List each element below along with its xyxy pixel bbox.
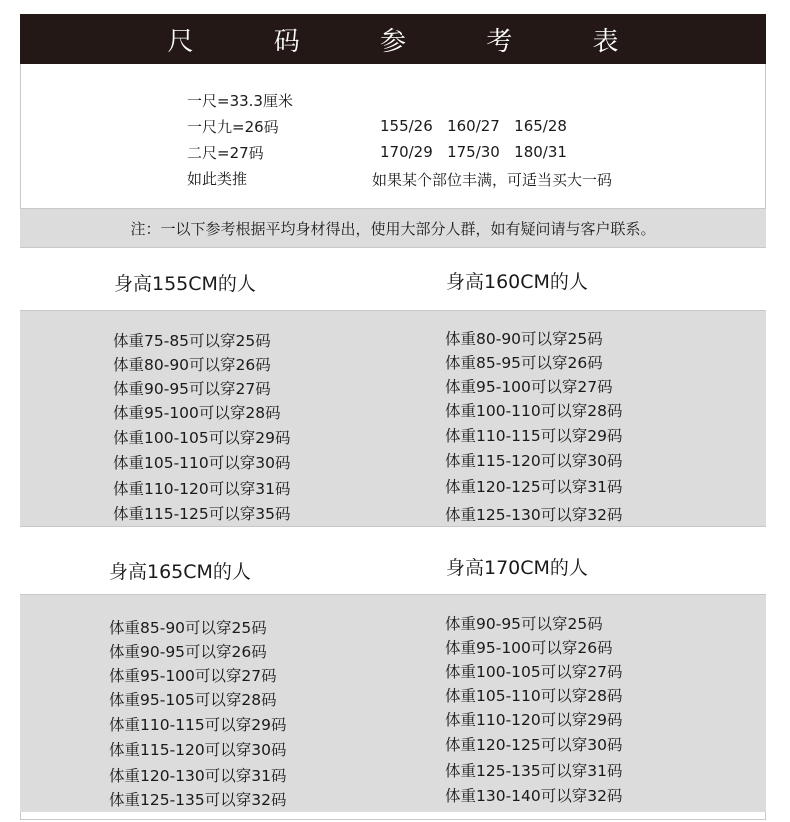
intro-right-line: 155/26 160/27 165/28 [380, 117, 567, 135]
note-banner [20, 208, 766, 248]
intro-left-line: 一尺=33.3厘米 [187, 92, 293, 110]
weight-size-item: 体重95-100可以穿28码 [113, 404, 281, 422]
weight-size-item: 体重125-135可以穿32码 [109, 791, 287, 809]
weight-size-item: 体重75-85可以穿25码 [113, 332, 271, 350]
weight-size-item: 体重85-90可以穿25码 [109, 619, 267, 637]
note-text: 注：一以下参考根据平均身材得出，使用大部分人群，如有疑问请与客户联系。 [130, 219, 656, 238]
weight-size-item: 体重125-130可以穿32码 [445, 506, 623, 524]
weight-size-item: 体重110-115可以穿29码 [445, 427, 623, 445]
weight-size-item: 体重100-110可以穿28码 [445, 402, 623, 420]
intro-right-line: 170/29 175/30 180/31 [380, 143, 567, 161]
weight-size-item: 体重115-120可以穿30码 [109, 741, 287, 759]
weight-size-item: 体重90-95可以穿25码 [445, 615, 603, 633]
weight-size-item: 体重125-135可以穿31码 [445, 762, 623, 780]
weight-size-item: 体重100-105可以穿27码 [445, 663, 623, 681]
weight-size-item: 体重120-125可以穿31码 [445, 478, 623, 496]
weight-size-block [20, 310, 766, 526]
weight-size-item: 体重110-120可以穿29码 [445, 711, 623, 729]
weight-size-item: 体重90-95可以穿26码 [109, 643, 267, 661]
weight-size-item: 体重105-110可以穿28码 [445, 687, 623, 705]
intro-left-line: 如此类推 [187, 170, 248, 188]
weight-size-item: 体重80-90可以穿26码 [113, 356, 271, 374]
weight-size-item: 体重115-125可以穿35码 [113, 505, 291, 523]
weight-size-item: 体重110-120可以穿31码 [113, 480, 291, 498]
intro-section [20, 64, 766, 208]
weight-size-item: 体重130-140可以穿32码 [445, 787, 623, 805]
intro-left-line: 一尺九=26码 [187, 118, 279, 136]
height-header-right: 身高160CM的人 [446, 271, 588, 293]
weight-size-item: 体重85-95可以穿26码 [445, 354, 603, 372]
weight-size-item: 体重95-100可以穿27码 [109, 667, 277, 685]
height-header-right: 身高170CM的人 [446, 557, 588, 579]
weight-size-item: 体重110-115可以穿29码 [109, 716, 287, 734]
weight-size-item: 体重95-105可以穿28码 [109, 691, 277, 709]
weight-size-block [20, 594, 766, 812]
weight-size-item: 体重100-105可以穿29码 [113, 429, 291, 447]
weight-size-item: 体重120-130可以穿31码 [109, 767, 287, 785]
weight-size-item: 体重105-110可以穿30码 [113, 454, 291, 472]
weight-size-item: 体重80-90可以穿25码 [445, 330, 603, 348]
weight-size-item: 体重95-100可以穿26码 [445, 639, 613, 657]
title-bar [20, 14, 766, 64]
weight-size-item: 体重90-95可以穿27码 [113, 380, 271, 398]
height-header-row [20, 526, 766, 594]
height-header-left: 身高165CM的人 [109, 561, 251, 583]
page-title: 尺 码 参 考 表 [167, 26, 655, 57]
height-header-left: 身高155CM的人 [114, 273, 256, 295]
weight-size-item: 体重95-100可以穿27码 [445, 378, 613, 396]
height-header-row [20, 248, 766, 310]
weight-size-item: 体重120-125可以穿30码 [445, 736, 623, 754]
intro-right-line: 如果某个部位丰满，可适当买大一码 [372, 171, 613, 189]
intro-left-line: 二尺=27码 [187, 144, 264, 162]
weight-size-item: 体重115-120可以穿30码 [445, 452, 623, 470]
